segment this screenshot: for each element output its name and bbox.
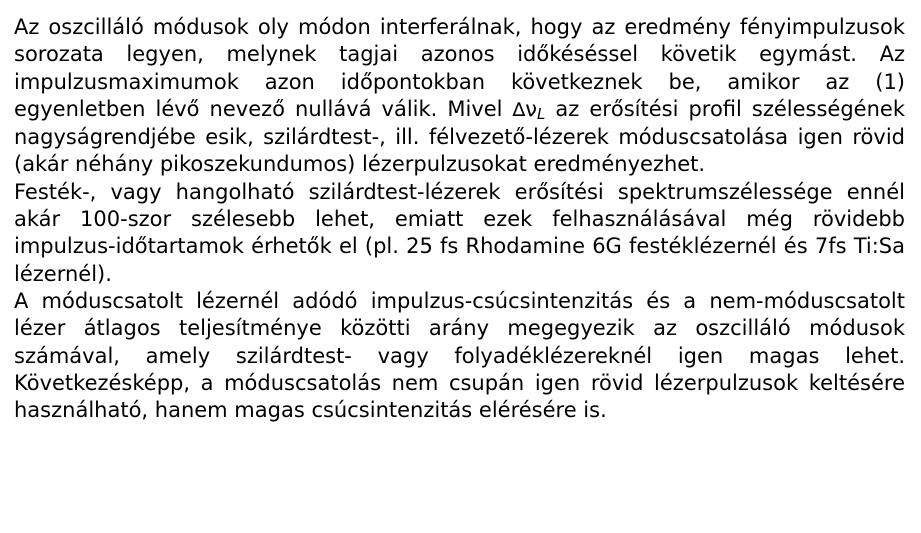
subscript-l: L <box>537 104 546 123</box>
paragraph-mode-interference <box>14 14 905 179</box>
paragraph-1-text-after: az erősítési profil szélességének nagyságrendjébe esik, szilárdtest-, ill. félvezető-lézerek móduscsatolása igen rövid (akár néhány pikoszekundumos) lézerpulzusokat eredményezhet. <box>14 96 905 177</box>
document-body <box>14 14 905 424</box>
nu-symbol: ν <box>525 96 537 121</box>
paragraph-1-text-before: Az oszcilláló módusok oly módon interferálnak, hogy az eredmény fényimpulzusok sorozata legyen, melynek tagjai azonos időkéséssel követik egymást. Az impulzusmaximumok azon időpontokban következnek be, amikor az (1) egyenletben lévő nevező nullává válik. Mivel <box>14 15 905 121</box>
delta-symbol: ∆ <box>512 98 526 121</box>
paragraph-peak-intensity: A móduscsatolt lézernél adódó impulzus-csúcsintenzitás és a nem-móduscsatolt lézer átlagos teljesítménye közötti arány megegyezik az oszcilláló módusok számával, amely szilárdtest- vagy folyadéklézereknél igen magas lehet. Következésképp, a móduscsatolás nem csupán igen rövid lézerpulzusok keltésére használható, hanem magas csúcsintenzitás elérésére is. <box>14 288 905 423</box>
paragraph-dye-lasers: Festék-, vagy hangolható szilárdtest-lézerek erősítési spektrumszélessége ennél akár 100-szor szélesebb lehet, emiatt ezek felhasználásával még rövidebb impulzus-időtartamok érhetők el (pl. 25 fs Rhodamine 6G festéklézernél és 7fs Ti:Sa lézernél). <box>14 179 905 286</box>
